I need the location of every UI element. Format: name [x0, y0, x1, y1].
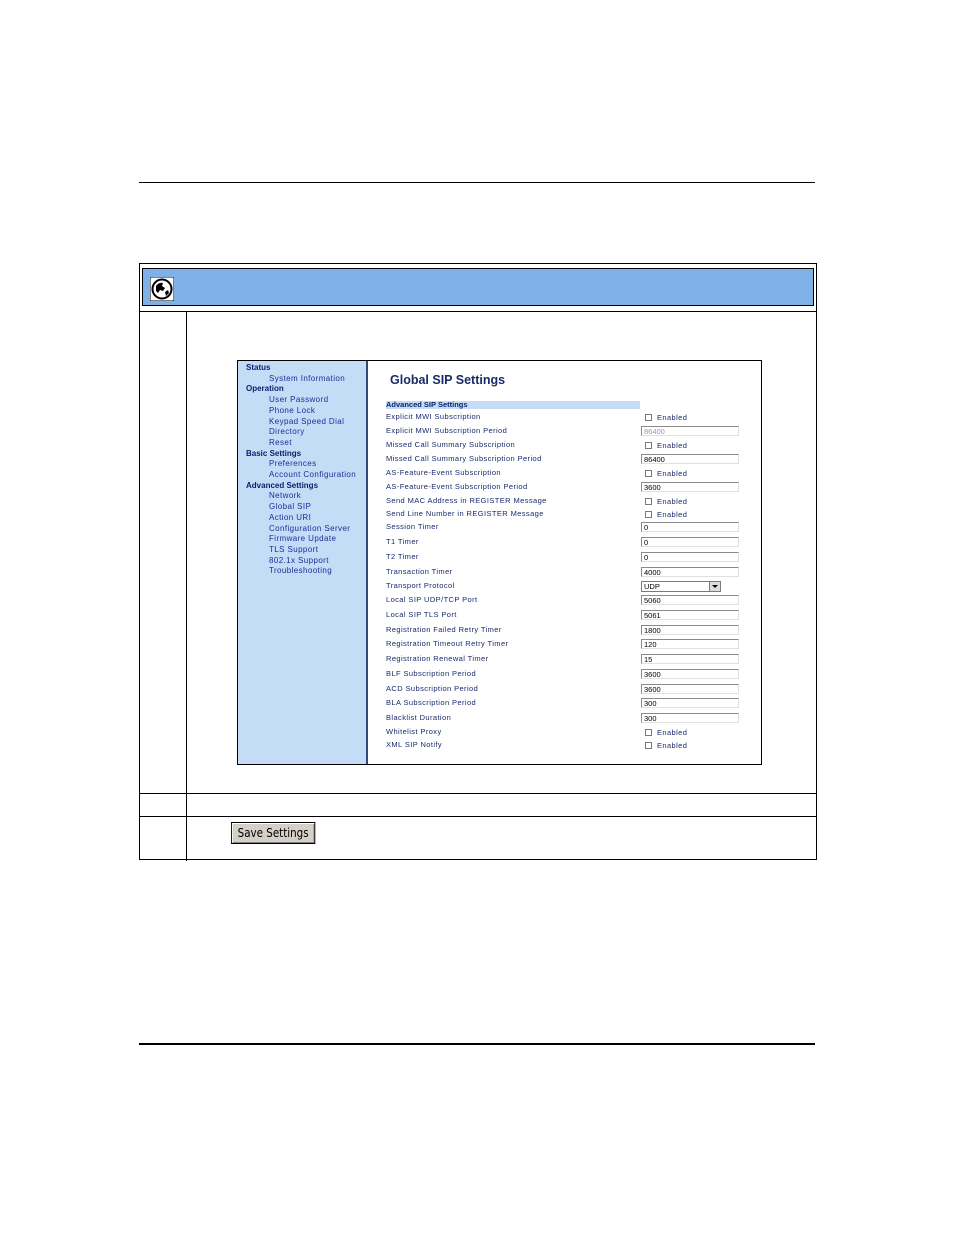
- setting-label: AS-Feature-Event Subscription: [386, 468, 501, 477]
- globe-icon: [150, 277, 174, 301]
- sidebar-item[interactable]: Network: [269, 491, 302, 501]
- setting-label: Session Timer: [386, 522, 439, 531]
- setting-row: [386, 654, 756, 666]
- sidebar-item[interactable]: User Password: [269, 395, 329, 405]
- setting-row: [386, 713, 756, 725]
- sidebar-item[interactable]: Preferences: [269, 459, 317, 469]
- setting-label: Explicit MWI Subscription Period: [386, 426, 508, 435]
- setting-label: Registration Failed Retry Timer: [386, 625, 502, 634]
- setting-label: Registration Timeout Retry Timer: [386, 639, 509, 648]
- web-ui-banner: [142, 268, 814, 306]
- setting-row: [386, 440, 756, 452]
- nav-section-label: Advanced Settings: [246, 480, 319, 490]
- setting-label: Local SIP UDP/TCP Port: [386, 595, 478, 604]
- enabled-checkbox[interactable]: [645, 470, 652, 477]
- enabled-checkbox[interactable]: [645, 442, 652, 449]
- checkbox-label: Enabled: [657, 741, 688, 750]
- checkbox-label: Enabled: [657, 413, 688, 422]
- setting-row: [386, 684, 756, 696]
- sidebar-item[interactable]: System Information: [269, 373, 346, 383]
- enabled-checkbox[interactable]: [645, 511, 652, 518]
- sidebar-item[interactable]: TLS Support: [269, 544, 319, 554]
- setting-row: [386, 669, 756, 681]
- checkbox-label: Enabled: [657, 728, 688, 737]
- setting-label: Send Line Number in REGISTER Message: [386, 509, 544, 518]
- setting-input[interactable]: 0: [641, 522, 739, 532]
- setting-row: [386, 537, 756, 549]
- step-row-1: [140, 311, 816, 794]
- sidebar-item[interactable]: Global SIP: [269, 502, 312, 512]
- setting-row: [386, 639, 756, 651]
- select-value: UDP: [644, 582, 660, 591]
- setting-row: [386, 625, 756, 637]
- setting-input[interactable]: 120: [641, 639, 739, 649]
- setting-label: BLA Subscription Period: [386, 698, 477, 707]
- nav-section-label: Operation: [246, 384, 284, 394]
- setting-input[interactable]: 300: [641, 713, 739, 723]
- sidebar-item[interactable]: Troubleshooting: [269, 566, 333, 576]
- save-settings-button[interactable]: Save Settings: [231, 822, 315, 844]
- sidebar-item[interactable]: Phone Lock: [269, 405, 316, 415]
- setting-row: [386, 454, 756, 466]
- setting-row: [386, 482, 756, 494]
- setting-input: 86400: [641, 426, 739, 436]
- setting-label: Explicit MWI Subscription: [386, 412, 481, 421]
- setting-label: Transaction Timer: [386, 567, 453, 576]
- nav-section-label: Status: [246, 363, 271, 372]
- enabled-checkbox[interactable]: [645, 414, 652, 421]
- sidebar-item[interactable]: Configuration Server: [269, 523, 351, 533]
- setting-row: [386, 496, 756, 508]
- setting-label: T1 Timer: [386, 537, 419, 546]
- setting-input[interactable]: 15: [641, 654, 739, 664]
- setting-label: XML SIP Notify: [386, 740, 443, 749]
- sidebar-nav: [238, 361, 368, 764]
- procedure-table: [139, 263, 817, 860]
- setting-row: [386, 610, 756, 622]
- setting-input[interactable]: 5060: [641, 595, 739, 605]
- setting-row: [386, 468, 756, 480]
- setting-label: Blacklist Duration: [386, 713, 452, 722]
- sidebar-item[interactable]: Reset: [269, 437, 292, 447]
- transport-protocol-select[interactable]: [641, 581, 721, 592]
- enabled-checkbox[interactable]: [645, 742, 652, 749]
- setting-input[interactable]: 1800: [641, 625, 739, 635]
- setting-row: [386, 522, 756, 534]
- checkbox-label: Enabled: [657, 497, 688, 506]
- footer-rule: [139, 1043, 815, 1045]
- setting-row: [386, 412, 756, 424]
- checkbox-label: Enabled: [657, 510, 688, 519]
- setting-row: [386, 567, 756, 579]
- enabled-checkbox[interactable]: [645, 498, 652, 505]
- setting-label: Local SIP TLS Port: [386, 610, 457, 619]
- setting-input[interactable]: 4000: [641, 567, 739, 577]
- checkbox-label: Enabled: [657, 469, 688, 478]
- setting-label: T2 Timer: [386, 552, 419, 561]
- nav-section-label: Basic Settings: [246, 448, 302, 458]
- settings-panel: [386, 361, 761, 764]
- sidebar-item[interactable]: Directory: [269, 427, 305, 437]
- sidebar-item[interactable]: Action URI: [269, 512, 312, 522]
- step-row-3: [140, 816, 816, 861]
- setting-row: [386, 552, 756, 564]
- setting-label: AS-Feature-Event Subscription Period: [386, 482, 528, 491]
- setting-label: Missed Call Summary Subscription: [386, 440, 516, 449]
- enabled-checkbox[interactable]: [645, 729, 652, 736]
- setting-label: Registration Renewal Timer: [386, 654, 489, 663]
- page-title: Global SIP Settings: [390, 373, 506, 387]
- setting-input[interactable]: 86400: [641, 454, 739, 464]
- section-header: Advanced SIP Settings: [386, 401, 640, 409]
- sidebar-item[interactable]: 802.1x Support: [269, 555, 329, 565]
- setting-label: ACD Subscription Period: [386, 684, 479, 693]
- setting-input[interactable]: 3600: [641, 669, 739, 679]
- setting-input[interactable]: 3600: [641, 482, 739, 492]
- setting-row: [386, 740, 756, 752]
- setting-label: Missed Call Summary Subscription Period: [386, 454, 542, 463]
- setting-row: [386, 595, 756, 607]
- setting-label: Whitelist Proxy: [386, 727, 442, 736]
- checkbox-label: Enabled: [657, 441, 688, 450]
- setting-label: Send MAC Address in REGISTER Message: [386, 496, 547, 505]
- setting-input[interactable]: 0: [641, 552, 739, 562]
- sidebar-item[interactable]: Keypad Speed Dial: [269, 416, 345, 426]
- setting-input[interactable]: 5061: [641, 610, 739, 620]
- header-rule: [139, 182, 815, 183]
- sidebar-item[interactable]: Firmware Update: [269, 534, 337, 544]
- setting-row: [386, 509, 756, 521]
- setting-input[interactable]: 300: [641, 698, 739, 708]
- setting-input[interactable]: 0: [641, 537, 739, 547]
- step-row-2: [140, 793, 816, 817]
- global-sip-screenshot: [237, 360, 762, 765]
- setting-row: [386, 426, 756, 438]
- setting-row: [386, 581, 756, 593]
- setting-input[interactable]: 3600: [641, 684, 739, 694]
- setting-row: [386, 727, 756, 739]
- chevron-down-icon[interactable]: [709, 582, 720, 591]
- sidebar-item[interactable]: Account Configuration: [269, 470, 357, 480]
- setting-label: BLF Subscription Period: [386, 669, 477, 678]
- setting-row: [386, 698, 756, 710]
- setting-label: Transport Protocol: [386, 581, 455, 590]
